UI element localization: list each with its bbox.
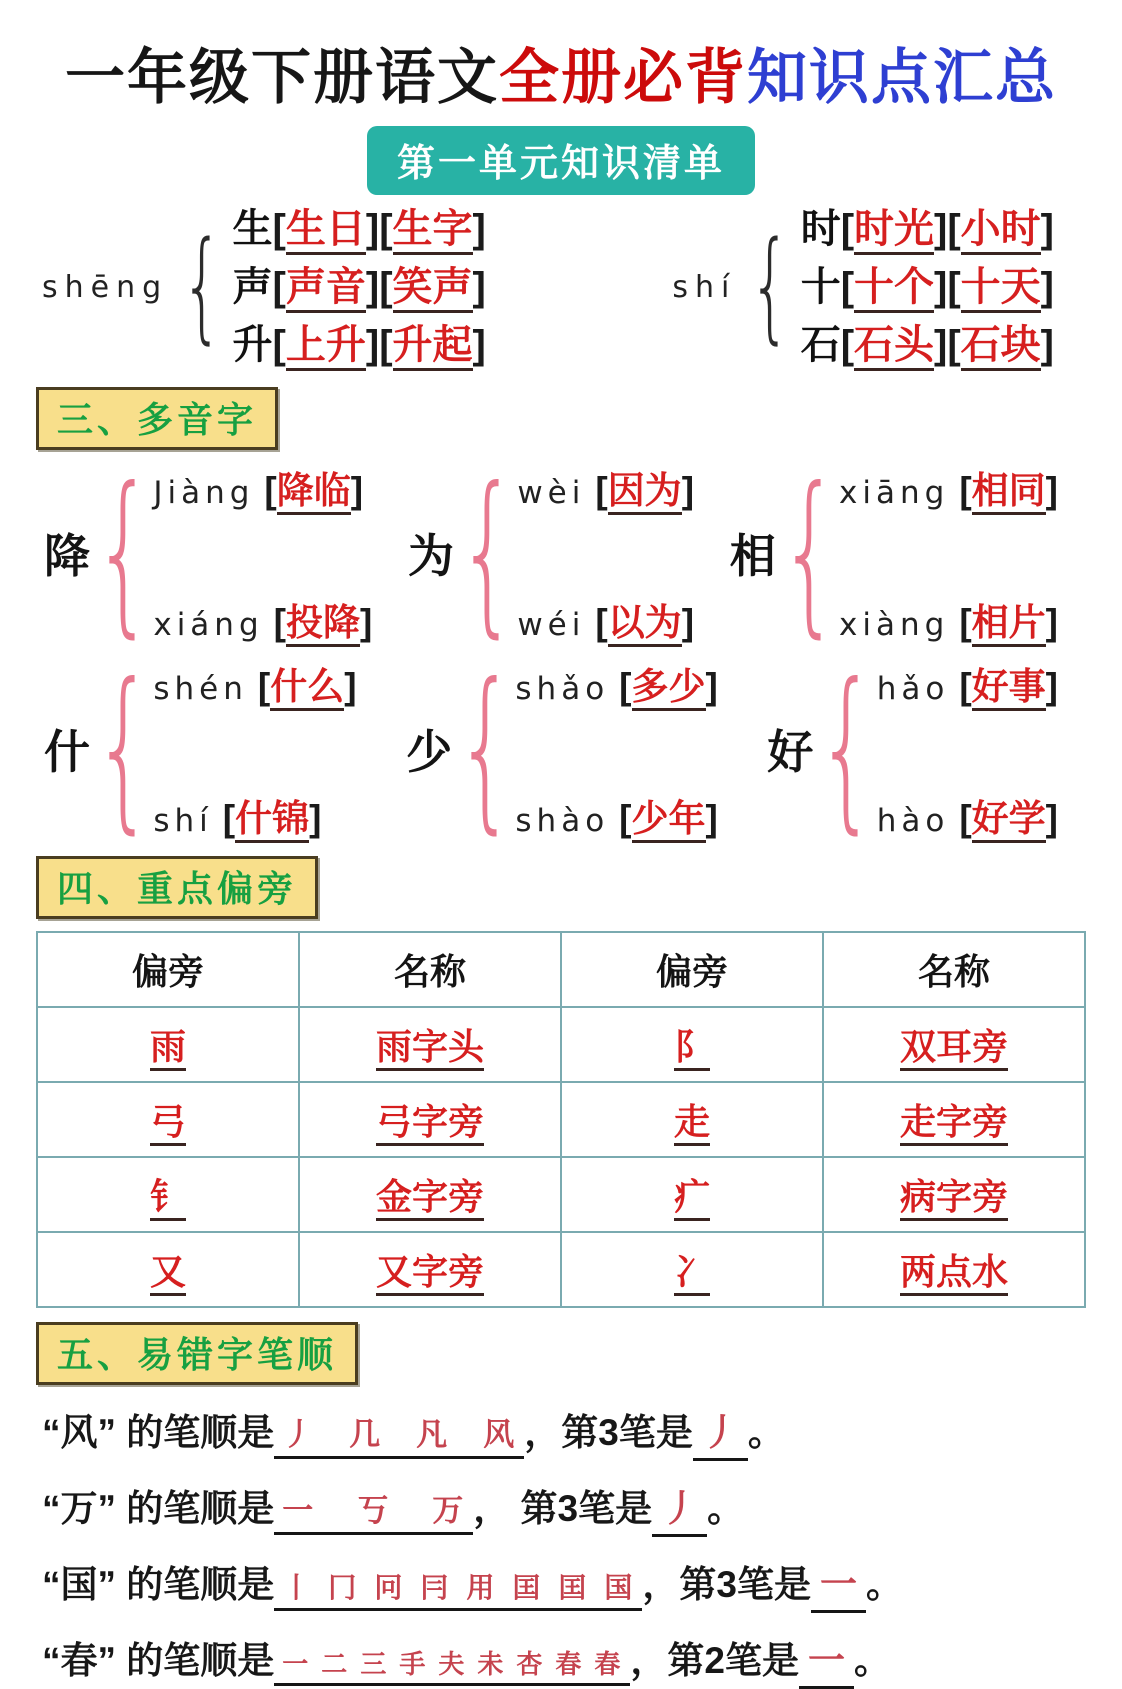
bracket-close: ]	[705, 666, 718, 707]
stroke-order-line-guo	[42, 1554, 1094, 1613]
stroke-mid-text: ，第3笔是	[524, 1412, 693, 1453]
title-part-black: 一年级下册语文	[65, 44, 499, 111]
pinyin-label: hào	[876, 803, 950, 839]
period: 。	[747, 1412, 785, 1453]
word: 十天	[961, 265, 1041, 313]
homophone-entries	[233, 201, 486, 373]
polyphone-group-shao	[406, 646, 718, 850]
word-with-brackets	[619, 656, 718, 710]
section-header-polyphones: 三、多音字	[36, 387, 278, 450]
brace-icon: {	[816, 646, 878, 850]
word: 好学	[972, 798, 1046, 843]
bracket-open: [	[379, 265, 393, 309]
brace-icon: {	[93, 450, 155, 654]
name-cell: 走字旁	[823, 1082, 1085, 1157]
bracket-open: [	[959, 798, 972, 839]
stroke-step: 冃	[420, 1572, 449, 1603]
title-part-blue: 知识点汇总	[747, 44, 1057, 111]
column-header: 偏旁	[561, 932, 823, 1007]
stroke-step: 三	[360, 1649, 387, 1679]
radical-cell: 疒	[561, 1157, 823, 1232]
homophone-entry	[233, 201, 486, 257]
pinyin-label: shǎo	[515, 671, 610, 707]
stroke-step: 一	[282, 1493, 314, 1528]
stroke-step: 春	[555, 1649, 582, 1679]
stroke-step: 丿	[282, 1417, 314, 1452]
pinyin-label: wèi	[517, 475, 586, 511]
stroke-prompt: “国” 的笔顺是	[42, 1564, 275, 1605]
pinyin-label: Jiàng	[153, 475, 255, 511]
bracket-open: [	[379, 323, 393, 367]
word: 相片	[972, 602, 1046, 647]
bracket-close: ]	[350, 470, 364, 511]
name-cell: 金字旁	[299, 1157, 561, 1232]
hanzi: 为	[407, 530, 454, 582]
bracket-close: ]	[1040, 265, 1054, 309]
word: 相同	[972, 470, 1046, 515]
stroke-step: 丂	[357, 1493, 389, 1528]
stroke-step: 风	[483, 1417, 515, 1452]
unit-banner: 第一单元知识清单	[367, 126, 755, 195]
bracket-open: [	[619, 666, 632, 707]
reading	[877, 656, 1058, 710]
word-with-brackets	[274, 592, 373, 646]
name-cell: 病字旁	[823, 1157, 1085, 1232]
word-with-brackets	[959, 656, 1058, 710]
radical-cell: 雨	[37, 1007, 299, 1082]
pinyin-label: shén	[153, 671, 248, 707]
homophone-entry	[801, 201, 1054, 257]
radical-table	[36, 931, 1086, 1308]
word: 生日	[286, 207, 366, 255]
word-with-brackets	[959, 788, 1058, 842]
homophone-entry	[233, 259, 486, 315]
word-with-brackets	[595, 592, 694, 646]
stroke-step: 杏	[516, 1649, 543, 1679]
word: 声音	[286, 265, 366, 313]
bracket-open: [	[959, 602, 972, 643]
name-cell: 弓字旁	[299, 1082, 561, 1157]
bracket-close: ]	[359, 602, 373, 643]
bracket-open: [	[959, 470, 972, 511]
stroke-prompt: “春” 的笔顺是	[42, 1640, 275, 1681]
word: 什么	[270, 666, 344, 711]
bracket-close: ]	[365, 323, 380, 367]
column-header: 偏旁	[37, 932, 299, 1007]
stroke-step: 手	[399, 1649, 426, 1679]
reading	[517, 460, 694, 514]
stroke-prompt: “风” 的笔顺是	[42, 1412, 275, 1453]
hanzi: 降	[44, 530, 90, 582]
word: 时光	[854, 207, 934, 255]
name-cell: 又字旁	[299, 1232, 561, 1307]
bracket-close: ]	[934, 323, 948, 367]
hanzi: 少	[406, 726, 453, 778]
word-with-brackets	[959, 460, 1058, 514]
bracket-close: ]	[472, 265, 486, 309]
reading	[515, 656, 717, 710]
bracket-open: [	[264, 470, 277, 511]
section-header-stroke-order: 五、易错字笔顺	[36, 1322, 358, 1385]
brace-icon: {	[181, 217, 224, 356]
polyphone-row-1	[28, 450, 1094, 654]
pinyin-label: wéi	[517, 607, 586, 643]
word: 什锦	[235, 798, 309, 843]
period: 。	[854, 1640, 891, 1681]
stroke-step: 国	[604, 1572, 633, 1603]
word: 石头	[854, 323, 934, 371]
stroke-sequence-blank	[274, 1485, 473, 1535]
name-cell: 双耳旁	[823, 1007, 1085, 1082]
table-header-row	[37, 932, 1085, 1007]
stroke-step: 囯	[512, 1572, 541, 1603]
bracket-open: [	[379, 207, 393, 251]
reading	[153, 460, 372, 514]
bracket-open: [	[959, 666, 972, 707]
word: 投降	[286, 602, 360, 647]
stroke-step: 一	[282, 1649, 309, 1679]
word-with-brackets	[264, 460, 363, 514]
bracket-open: [	[272, 323, 286, 367]
hanzi: 声	[232, 265, 273, 309]
stroke-step: 冂	[328, 1572, 357, 1603]
word: 上升	[286, 323, 366, 371]
stroke-answer: 一	[799, 1630, 854, 1689]
bracket-open: [	[840, 323, 855, 367]
stroke-step: 冋	[374, 1572, 403, 1603]
table-row	[37, 1232, 1085, 1307]
homophone-section	[28, 195, 1094, 373]
bracket-open: [	[595, 470, 608, 511]
reading	[839, 460, 1058, 514]
column-header: 名称	[823, 932, 1085, 1007]
bracket-open: [	[273, 602, 286, 643]
brace-icon: {	[778, 450, 840, 654]
period: 。	[865, 1564, 903, 1605]
hanzi: 升	[232, 323, 273, 367]
bracket-close: ]	[1040, 207, 1054, 251]
bracket-open: [	[257, 666, 271, 707]
stroke-answer: 一	[811, 1554, 866, 1613]
pinyin-label: xiáng	[153, 607, 264, 643]
period: 。	[707, 1488, 745, 1529]
polyphone-group-wei	[407, 450, 695, 654]
stroke-answer: 丿	[693, 1402, 748, 1461]
word: 降临	[277, 470, 351, 515]
word: 以为	[608, 602, 682, 647]
word: 好事	[972, 666, 1046, 711]
bracket-open: [	[595, 602, 608, 643]
bracket-open: [	[840, 265, 855, 309]
word-with-brackets	[959, 592, 1058, 646]
hanzi: 十	[800, 265, 841, 309]
bracket-close: ]	[681, 602, 695, 643]
stroke-step: 用	[466, 1572, 495, 1603]
stroke-step: 几	[349, 1417, 381, 1452]
reading	[153, 788, 356, 842]
stroke-order-line-wan	[42, 1478, 1094, 1537]
stroke-order-line-feng	[42, 1402, 1094, 1461]
homophone-group-shi	[672, 201, 1054, 373]
reading	[153, 656, 356, 710]
bracket-close: ]	[309, 798, 322, 839]
table-row	[37, 1157, 1085, 1232]
stroke-step: 凡	[416, 1417, 448, 1452]
stroke-sequence-blank	[274, 1644, 630, 1686]
pinyin-label: xiāng	[839, 475, 950, 511]
bracket-close: ]	[1045, 666, 1058, 707]
bracket-close: ]	[1045, 602, 1058, 643]
hanzi: 生	[232, 207, 273, 251]
stroke-sequence-blank	[274, 1409, 524, 1459]
radical-cell: 阝	[561, 1007, 823, 1082]
bracket-open: [	[947, 323, 961, 367]
bracket-open: [	[619, 798, 632, 839]
readings	[517, 460, 694, 646]
brace-icon: {	[93, 646, 155, 850]
homophone-group-sheng	[42, 201, 486, 373]
radical-cell: 冫	[561, 1232, 823, 1307]
column-header: 名称	[299, 932, 561, 1007]
word: 十个	[854, 265, 934, 313]
unit-banner-wrap	[28, 126, 1094, 195]
homophone-entries	[801, 201, 1054, 373]
homophone-entry	[801, 259, 1054, 315]
word: 因为	[608, 470, 682, 515]
hanzi: 什	[44, 726, 90, 778]
pinyin-label: shēng	[42, 269, 169, 305]
bracket-close: ]	[1045, 470, 1058, 511]
stroke-mid-text: ， 第3笔是	[473, 1488, 653, 1529]
name-cell: 两点水	[823, 1232, 1085, 1307]
table-row	[37, 1007, 1085, 1082]
readings	[153, 656, 356, 842]
stroke-step: 丨	[282, 1572, 311, 1603]
stroke-step: 二	[321, 1649, 348, 1679]
word: 小时	[961, 207, 1041, 255]
bracket-open: [	[947, 265, 961, 309]
pinyin-label: xiàng	[839, 607, 950, 643]
stroke-step: 未	[477, 1649, 504, 1679]
table-row	[37, 1082, 1085, 1157]
stroke-step: 囯	[558, 1572, 587, 1603]
word-with-brackets	[595, 460, 694, 514]
homophone-entry	[801, 317, 1054, 373]
section-header-radicals: 四、重点偏旁	[36, 856, 318, 919]
stroke-sequence-blank	[274, 1566, 642, 1611]
bracket-close: ]	[472, 207, 486, 251]
word: 石块	[961, 323, 1041, 371]
bracket-close: ]	[1040, 323, 1054, 367]
stroke-mid-text: ，第3笔是	[642, 1564, 811, 1605]
reading	[153, 592, 372, 646]
bracket-close: ]	[1045, 798, 1058, 839]
bracket-open: [	[222, 798, 236, 839]
reading	[515, 788, 717, 842]
stroke-step: 春	[594, 1649, 621, 1679]
bracket-close: ]	[705, 798, 718, 839]
bracket-close: ]	[472, 323, 486, 367]
bracket-close: ]	[934, 265, 948, 309]
hanzi: 好	[767, 726, 814, 778]
readings	[877, 656, 1058, 842]
polyphone-group-shen	[44, 646, 357, 850]
hanzi: 石	[800, 323, 841, 367]
stroke-answer: 丿	[652, 1478, 707, 1537]
pinyin-label: hǎo	[876, 671, 950, 707]
polyphone-row-2	[28, 646, 1094, 850]
bracket-close: ]	[344, 666, 357, 707]
bracket-close: ]	[934, 207, 948, 251]
polyphone-group-jiang	[44, 450, 373, 654]
name-cell: 雨字头	[299, 1007, 561, 1082]
reading	[839, 592, 1058, 646]
stroke-order-line-chun	[42, 1630, 1094, 1689]
word: 少年	[632, 798, 706, 843]
bracket-close: ]	[681, 470, 695, 511]
stroke-step: 夫	[438, 1649, 465, 1679]
stroke-prompt: “万” 的笔顺是	[42, 1488, 275, 1529]
brace-icon: {	[457, 450, 519, 654]
radical-cell: 弓	[37, 1082, 299, 1157]
homophone-entry	[233, 317, 486, 373]
polyphone-group-xiang	[729, 450, 1058, 654]
radical-cell: 钅	[37, 1157, 299, 1232]
reading	[877, 788, 1058, 842]
bracket-open: [	[840, 207, 855, 251]
hanzi: 相	[729, 530, 776, 582]
bracket-close: ]	[365, 207, 380, 251]
word-with-brackets	[223, 788, 322, 842]
bracket-open: [	[272, 207, 286, 251]
pinyin-label: shào	[515, 803, 610, 839]
pinyin-label: shí	[153, 803, 213, 839]
radical-cell: 走	[561, 1082, 823, 1157]
hanzi: 时	[800, 207, 841, 251]
radical-cell: 又	[37, 1232, 299, 1307]
word: 笑声	[393, 265, 473, 313]
word: 多少	[632, 666, 706, 711]
word: 升起	[393, 323, 473, 371]
title-part-red: 全册必背	[499, 44, 747, 111]
reading	[517, 592, 694, 646]
readings	[839, 460, 1058, 646]
pinyin-label: shí	[672, 269, 737, 305]
stroke-step: 万	[432, 1493, 464, 1528]
readings	[515, 656, 717, 842]
bracket-open: [	[947, 207, 961, 251]
stroke-mid-text: ，第2笔是	[630, 1640, 799, 1681]
word: 生字	[393, 207, 473, 255]
brace-icon: {	[455, 646, 517, 850]
readings	[153, 460, 372, 646]
page-title	[28, 30, 1094, 116]
word-with-brackets	[258, 656, 357, 710]
polyphone-group-hao	[767, 646, 1058, 850]
bracket-close: ]	[365, 265, 380, 309]
word-with-brackets	[619, 788, 718, 842]
brace-icon: {	[749, 217, 792, 356]
bracket-open: [	[272, 265, 286, 309]
